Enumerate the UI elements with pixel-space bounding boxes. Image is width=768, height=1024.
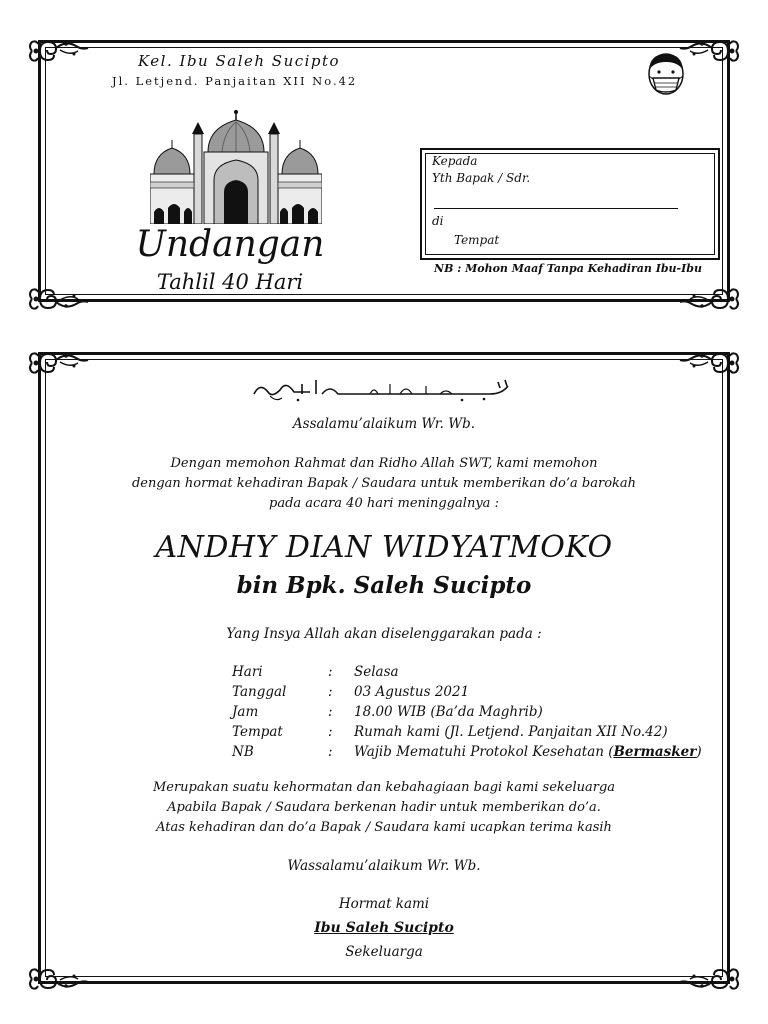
detail-separator: : (328, 664, 333, 680)
detail-separator: : (328, 724, 333, 740)
closing-line-2: Apabila Bapak / Saudara berkenan hadir untuk memberikan do’a. (167, 800, 601, 815)
corner-ornament-icon (678, 348, 742, 378)
detail-label-time: Jam (232, 704, 259, 720)
greeting-text: Assalamu’alaikum Wr. Wb. (292, 416, 476, 432)
corner-ornament-icon (26, 348, 90, 378)
detail-label-place: Tempat (232, 724, 283, 740)
corner-ornament-icon (26, 284, 90, 314)
face-mask-icon (644, 50, 688, 96)
family-address: Jl. Letjend. Panjaitan XII No.42 (112, 74, 358, 88)
bismillah-calligraphy-icon (250, 374, 520, 404)
recipient-dear-label: Yth Bapak / Sdr. (432, 171, 531, 185)
closing-line-3: Atas kehadiran dan do’a Bapak / Saudara kami ucapkan terima kasih (156, 820, 612, 835)
corner-ornament-icon (678, 284, 742, 314)
corner-ornament-icon (26, 36, 90, 66)
detail-value-date: 03 Agustus 2021 (354, 684, 470, 700)
detail-label-date: Tanggal (232, 684, 287, 700)
detail-separator: : (328, 704, 333, 720)
signer-note: Sekeluarga (345, 944, 423, 960)
invitation-subtitle: Tahlil 40 Hari (156, 270, 304, 294)
detail-label-nb: NB (232, 744, 254, 760)
envelope-note: NB : Mohon Maaf Tanpa Kehadiran Ibu-Ibu (434, 262, 702, 275)
regards-text: Hormat kami (338, 896, 430, 912)
signer-name: Ibu Saleh Sucipto (314, 920, 454, 936)
recipient-name-line[interactable] (434, 208, 678, 209)
family-name: Kel. Ibu Saleh Sucipto (138, 52, 341, 70)
detail-separator: : (328, 744, 333, 760)
detail-separator: : (328, 684, 333, 700)
detail-value-place: Rumah kami (Jl. Letjend. Panjaitan XII No.42) (354, 724, 668, 740)
recipient-to-label: Kepada (432, 154, 478, 168)
intro-line-1: Dengan memohon Rahmat dan Ridho Allah SWT, kami memohon (170, 456, 598, 471)
father-name: bin Bpk. Saleh Sucipto (236, 572, 532, 599)
schedule-intro: Yang Insya Allah akan diselenggarakan pada : (226, 626, 542, 642)
invitation-title: Undangan (135, 224, 325, 265)
recipient-place-label: Tempat (454, 233, 500, 247)
recipient-at-label: di (432, 214, 444, 228)
detail-value-nb-prefix: Wajib Mematuhi Protokol Kesehatan ( (354, 744, 614, 760)
intro-line-2: dengan hormat kehadiran Bapak / Saudara untuk memberikan do’a barokah (131, 476, 637, 491)
intro-line-3: pada acara 40 hari meninggalnya : (269, 496, 499, 511)
corner-ornament-icon (678, 964, 742, 994)
mosque-illustration-icon (150, 108, 322, 224)
detail-value-nb-suffix: ) (696, 744, 702, 760)
detail-value-nb-emphasis: Bermasker (613, 744, 697, 760)
detail-value-time: 18.00 WIB (Ba’da Maghrib) (354, 704, 543, 720)
corner-ornament-icon (26, 964, 90, 994)
deceased-name: ANDHY DIAN WIDYATMOKO (155, 530, 613, 565)
detail-label-day: Hari (232, 664, 263, 680)
closing-line-1: Merupakan suatu kehormatan dan kebahagiaan bagi kami sekeluarga (152, 780, 616, 795)
detail-value-day: Selasa (354, 664, 399, 680)
farewell-text: Wassalamu’alaikum Wr. Wb. (287, 858, 481, 874)
detail-value-nb (354, 744, 702, 760)
